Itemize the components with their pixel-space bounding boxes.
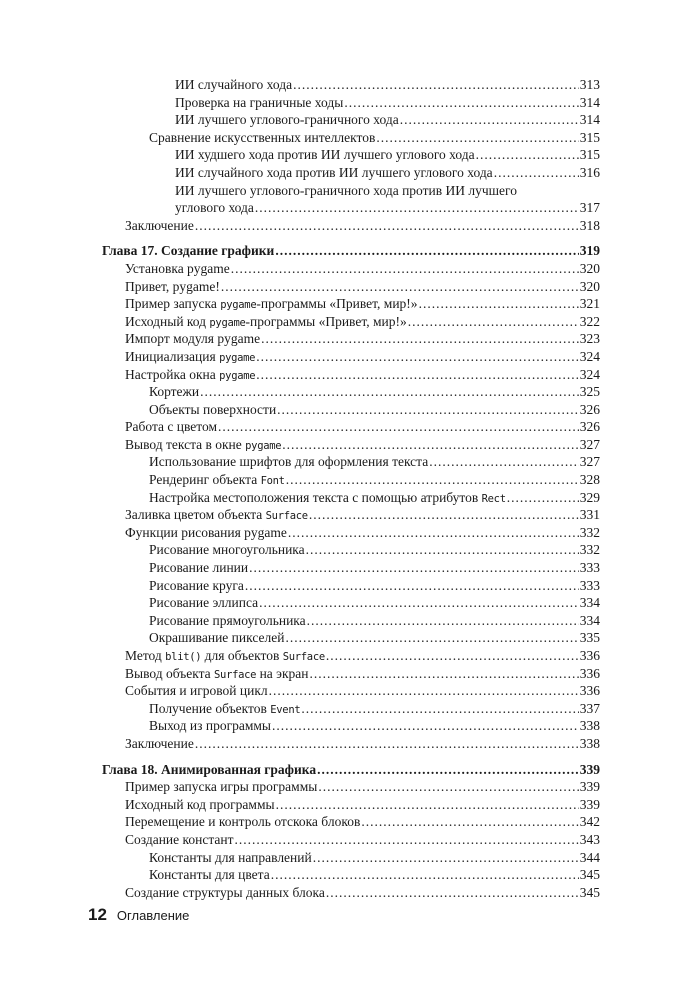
dot-leader bbox=[255, 199, 579, 217]
toc-chapter-entry[interactable] bbox=[102, 242, 600, 260]
dot-leader bbox=[276, 796, 579, 814]
dot-leader bbox=[218, 418, 579, 436]
toc-entry[interactable] bbox=[102, 111, 600, 129]
toc-entry[interactable] bbox=[102, 217, 600, 235]
running-title: Оглавление bbox=[116, 908, 190, 923]
toc-page-number: 345 bbox=[579, 884, 600, 900]
toc-page-number: 339 bbox=[579, 761, 600, 777]
title-text: Работа с цветом bbox=[125, 419, 218, 435]
title-text: Пример запуска bbox=[125, 296, 221, 312]
title-text: ИИ случайного хода bbox=[175, 77, 293, 92]
dot-leader bbox=[261, 330, 579, 348]
toc-entry-title bbox=[125, 260, 230, 278]
title-text: Получение объектов bbox=[149, 700, 271, 716]
title-text: для объектов bbox=[201, 648, 283, 663]
toc-entry[interactable] bbox=[102, 682, 600, 700]
toc-page-number: 333 bbox=[579, 560, 600, 576]
toc-page-number: 321 bbox=[579, 296, 600, 312]
toc-entry[interactable] bbox=[102, 700, 600, 718]
title-text: Привет, pygame! bbox=[125, 278, 220, 294]
title-text: Рисование круга bbox=[149, 577, 244, 593]
toc-chapter-entry[interactable] bbox=[102, 761, 600, 779]
toc-page-number: 326 bbox=[579, 419, 600, 435]
toc-entry[interactable] bbox=[102, 796, 600, 814]
dot-leader bbox=[301, 700, 578, 718]
toc-entry-title bbox=[102, 761, 316, 779]
toc-entry-title bbox=[125, 813, 360, 831]
toc-entry[interactable] bbox=[102, 278, 600, 296]
toc-page-number: 325 bbox=[579, 384, 600, 400]
toc-page-number: 336 bbox=[579, 665, 600, 681]
code-term: Surface bbox=[214, 668, 257, 681]
toc-page-number: 338 bbox=[579, 718, 600, 734]
toc-page-number: 327 bbox=[579, 454, 600, 470]
toc-entry-title bbox=[149, 453, 428, 471]
toc-page-number: 315 bbox=[579, 129, 600, 145]
dot-leader bbox=[326, 884, 579, 902]
toc-page-number: 343 bbox=[579, 831, 600, 847]
toc-entry[interactable] bbox=[102, 146, 600, 164]
title-text: Рисование линии bbox=[149, 560, 249, 576]
toc-page-number: 333 bbox=[579, 577, 600, 593]
title-text: -программы «Привет, мир!» bbox=[245, 313, 407, 329]
toc-page-number: 323 bbox=[579, 331, 600, 347]
dot-leader bbox=[318, 778, 578, 796]
title-text: Настройка окна bbox=[125, 366, 220, 382]
toc-page-number: 318 bbox=[579, 217, 600, 233]
dot-leader bbox=[429, 453, 579, 471]
toc-entry[interactable] bbox=[102, 735, 600, 753]
toc-entry-title bbox=[125, 796, 275, 814]
toc-entry-title bbox=[125, 524, 287, 542]
toc-entry-title bbox=[125, 682, 268, 700]
code-term: pygame bbox=[220, 299, 257, 312]
toc-page-number: 324 bbox=[579, 366, 600, 382]
title-text: Метод bbox=[125, 648, 166, 663]
toc-entry-title bbox=[149, 629, 284, 647]
title-text: Константы для цвета bbox=[149, 867, 270, 883]
toc-entry[interactable] bbox=[102, 524, 600, 542]
toc-entry-title bbox=[175, 111, 399, 129]
title-text: на экран bbox=[256, 665, 309, 681]
code-term: Surface bbox=[282, 651, 325, 663]
title-text: Заключение bbox=[125, 217, 194, 233]
dot-leader bbox=[221, 278, 579, 296]
toc-page-number: 314 bbox=[579, 112, 600, 128]
toc-entry[interactable] bbox=[102, 401, 600, 419]
toc-entry[interactable] bbox=[102, 849, 600, 867]
title-text: События и игровой цикл bbox=[125, 683, 268, 699]
toc-page-number: 338 bbox=[579, 735, 600, 751]
dot-leader bbox=[326, 647, 579, 665]
title-text: Сравнение искусственных интеллектов bbox=[149, 129, 376, 145]
title-text: Создание структуры данных блока bbox=[125, 884, 325, 900]
dot-leader bbox=[419, 295, 579, 313]
toc-entry[interactable] bbox=[102, 665, 600, 683]
title-text: ИИ худшего хода против ИИ лучшего углового хода bbox=[175, 147, 475, 163]
toc-entry[interactable] bbox=[102, 330, 600, 348]
toc-entry-title bbox=[149, 612, 306, 630]
dot-leader bbox=[293, 76, 579, 94]
title-text: -программы «Привет, мир!» bbox=[256, 296, 418, 312]
dot-leader bbox=[231, 260, 579, 278]
toc-page-number: 344 bbox=[579, 849, 600, 865]
toc-entry[interactable] bbox=[102, 453, 600, 471]
toc-entry-title bbox=[125, 418, 217, 436]
toc-entry-title bbox=[149, 717, 271, 735]
toc-page-number: 335 bbox=[579, 630, 600, 646]
code-term: Surface bbox=[265, 510, 308, 523]
toc-entry-title bbox=[102, 242, 274, 260]
dot-leader bbox=[275, 242, 578, 260]
toc-page-number: 334 bbox=[579, 612, 600, 628]
dot-leader bbox=[376, 129, 578, 147]
dot-leader bbox=[361, 813, 578, 831]
toc-entry-title bbox=[149, 401, 276, 419]
title-text: Исходный код программы bbox=[125, 796, 275, 812]
title-text: Установка pygame bbox=[125, 260, 230, 276]
toc-page-number: 337 bbox=[579, 700, 600, 716]
dot-leader bbox=[408, 313, 579, 331]
title-text: Настройка местоположения текста с помощью атрибутов bbox=[149, 489, 482, 505]
toc-page-number: 345 bbox=[579, 867, 600, 883]
toc-entry-title bbox=[149, 849, 312, 867]
toc-page-number: 332 bbox=[579, 542, 600, 558]
toc-entry-title bbox=[149, 594, 258, 612]
toc-entry-title bbox=[175, 164, 493, 182]
toc-entry[interactable] bbox=[102, 629, 600, 647]
title-text: Проверка на граничные ходы bbox=[175, 94, 344, 110]
toc-entry-title bbox=[125, 735, 194, 753]
dot-leader bbox=[400, 111, 579, 129]
toc-page-number: 320 bbox=[579, 278, 600, 294]
dot-leader bbox=[195, 735, 579, 753]
toc-entry-title bbox=[125, 884, 325, 902]
code-term: pygame bbox=[219, 351, 256, 364]
toc-entry-title bbox=[125, 217, 194, 235]
toc-page-number: 334 bbox=[579, 595, 600, 611]
dot-leader bbox=[306, 541, 579, 559]
toc-page-number: 324 bbox=[579, 348, 600, 364]
dot-leader bbox=[256, 348, 579, 366]
code-term: Font bbox=[260, 475, 285, 488]
code-term: Event bbox=[270, 703, 301, 716]
toc-page-number: 332 bbox=[579, 524, 600, 540]
toc-page-number: 342 bbox=[579, 814, 600, 830]
dot-leader bbox=[507, 489, 579, 507]
toc-entry[interactable] bbox=[102, 577, 600, 595]
toc-entry[interactable] bbox=[102, 813, 600, 831]
dot-leader bbox=[288, 524, 579, 542]
dot-leader bbox=[313, 849, 579, 867]
dot-leader bbox=[200, 383, 579, 401]
dot-leader bbox=[285, 629, 578, 647]
title-text: Окрашивание пикселей bbox=[149, 630, 285, 646]
title-text: Константы для направлений bbox=[149, 849, 312, 865]
page-footer bbox=[88, 905, 189, 925]
title-text: Рисование эллипса bbox=[149, 595, 259, 611]
toc-entry-title bbox=[149, 383, 199, 401]
title-text: Рендеринг объекта bbox=[149, 472, 261, 488]
title-text: Глава 17. Создание графики bbox=[102, 243, 275, 259]
toc-entry[interactable] bbox=[102, 541, 600, 559]
toc-entry[interactable] bbox=[102, 260, 600, 278]
toc-page-number: 336 bbox=[579, 648, 600, 663]
code-term: pygame bbox=[209, 316, 246, 329]
toc-page-number: 313 bbox=[579, 77, 600, 92]
dot-leader bbox=[494, 164, 579, 182]
toc-entry[interactable] bbox=[102, 436, 600, 454]
dot-leader bbox=[271, 866, 579, 884]
toc-page-number: 315 bbox=[579, 147, 600, 163]
toc-page-number: 339 bbox=[579, 796, 600, 812]
toc-entry[interactable] bbox=[102, 559, 600, 577]
toc-entry-title bbox=[149, 559, 248, 577]
toc-entry[interactable] bbox=[102, 295, 600, 313]
toc-entry[interactable] bbox=[102, 594, 600, 612]
toc-entry[interactable] bbox=[102, 76, 600, 94]
toc-entry-title bbox=[149, 866, 270, 884]
dot-leader bbox=[269, 682, 579, 700]
dot-leader bbox=[317, 761, 579, 779]
title-text: Импорт модуля pygame bbox=[125, 331, 261, 347]
toc-entry-title bbox=[175, 94, 343, 112]
title-text: Объекты поверхности bbox=[149, 401, 277, 417]
title-text: Вывод текста в окне bbox=[125, 436, 246, 452]
toc-entry[interactable] bbox=[102, 506, 600, 524]
table-of-contents bbox=[102, 76, 600, 901]
dot-leader bbox=[476, 146, 579, 164]
toc-page-number: 317 bbox=[579, 200, 600, 216]
title-text: Рисование прямоугольника bbox=[149, 612, 306, 628]
toc-entry[interactable] bbox=[102, 366, 600, 384]
toc-entry-title bbox=[149, 541, 305, 559]
toc-entry[interactable] bbox=[102, 418, 600, 436]
dot-leader bbox=[195, 217, 579, 235]
title-text: ИИ случайного хода против ИИ лучшего углового хода bbox=[175, 164, 493, 180]
toc-entry[interactable] bbox=[102, 717, 600, 735]
toc-page-number: 322 bbox=[579, 313, 600, 329]
toc-entry[interactable] bbox=[102, 182, 600, 217]
dot-leader bbox=[245, 577, 579, 595]
toc-entry[interactable] bbox=[102, 164, 600, 182]
toc-entry[interactable] bbox=[102, 866, 600, 884]
code-term: pygame bbox=[219, 369, 256, 382]
toc-entry[interactable] bbox=[102, 129, 600, 147]
toc-page-number: 319 bbox=[579, 243, 600, 259]
dot-leader bbox=[272, 717, 579, 735]
toc-entry-title bbox=[125, 330, 260, 348]
toc-page-number: 326 bbox=[579, 401, 600, 417]
toc-entry-title-line1: ИИ лучшего углового-граничного хода против ИИ лучшего bbox=[175, 182, 517, 198]
toc-entry[interactable] bbox=[102, 94, 600, 112]
toc-entry[interactable] bbox=[102, 884, 600, 902]
title-text: Функции рисования pygame bbox=[125, 524, 287, 540]
toc-page-number: 327 bbox=[579, 436, 600, 452]
toc-entry-title bbox=[125, 778, 317, 796]
toc-entry[interactable] bbox=[102, 831, 600, 849]
toc-page-number: 331 bbox=[579, 507, 600, 523]
toc-entry[interactable] bbox=[102, 348, 600, 366]
dot-leader bbox=[259, 594, 579, 612]
dot-leader bbox=[286, 471, 579, 489]
dot-leader bbox=[309, 506, 579, 524]
dot-leader bbox=[249, 559, 579, 577]
title-text: Создание констант bbox=[125, 831, 234, 847]
toc-entry-title bbox=[125, 831, 234, 849]
dot-leader bbox=[309, 665, 578, 683]
code-term: pygame bbox=[245, 439, 282, 452]
title-text: ИИ лучшего углового-граничного хода bbox=[175, 112, 399, 128]
title-text: Заключение bbox=[125, 735, 194, 751]
toc-entry-title bbox=[175, 146, 475, 164]
title-text: Пример запуска игры программы bbox=[125, 779, 318, 795]
dot-leader bbox=[282, 436, 578, 454]
toc-entry[interactable] bbox=[102, 383, 600, 401]
dot-leader bbox=[344, 94, 578, 112]
toc-entry[interactable] bbox=[102, 612, 600, 630]
code-term: blit() bbox=[165, 651, 202, 663]
title-text: Заливка цветом объекта bbox=[125, 507, 266, 523]
dot-leader bbox=[235, 831, 579, 849]
title-text: Вывод объекта bbox=[125, 665, 215, 681]
title-text: Кортежи bbox=[149, 384, 200, 400]
toc-entry[interactable] bbox=[102, 313, 600, 331]
toc-page-number: 314 bbox=[579, 94, 600, 110]
code-term: Rect bbox=[481, 492, 506, 505]
toc-entry[interactable] bbox=[102, 778, 600, 796]
toc-entry-title bbox=[149, 577, 244, 595]
dot-leader bbox=[277, 401, 579, 419]
toc-entry-title bbox=[175, 76, 292, 94]
toc-entry[interactable] bbox=[102, 489, 600, 507]
toc-entry-title bbox=[125, 278, 220, 296]
toc-page-number: 328 bbox=[579, 472, 600, 488]
title-text: углового хода bbox=[175, 200, 254, 216]
title-text: Перемещение и контроль отскока блоков bbox=[125, 814, 361, 830]
toc-page-number: 329 bbox=[579, 489, 600, 505]
page-number: 12 bbox=[88, 905, 107, 924]
toc-page-number: 320 bbox=[579, 260, 600, 276]
title-text: Глава 18. Анимированная графика bbox=[102, 761, 317, 777]
toc-page-number: 336 bbox=[579, 683, 600, 699]
title-text: Исходный код bbox=[125, 313, 210, 329]
toc-entry[interactable] bbox=[102, 647, 600, 665]
title-text: Использование шрифтов для оформления текста bbox=[149, 454, 429, 470]
title-text: Выход из программы bbox=[149, 718, 272, 734]
title-text: Инициализация bbox=[125, 348, 220, 364]
toc-entry[interactable] bbox=[102, 471, 600, 489]
title-text: Рисование многоугольника bbox=[149, 542, 305, 558]
dot-leader bbox=[307, 612, 579, 630]
toc-page-number: 316 bbox=[579, 164, 600, 180]
toc-entry-title bbox=[175, 199, 254, 217]
toc-entry-title bbox=[149, 129, 375, 147]
toc-page-number: 339 bbox=[579, 779, 600, 795]
dot-leader bbox=[256, 366, 578, 384]
